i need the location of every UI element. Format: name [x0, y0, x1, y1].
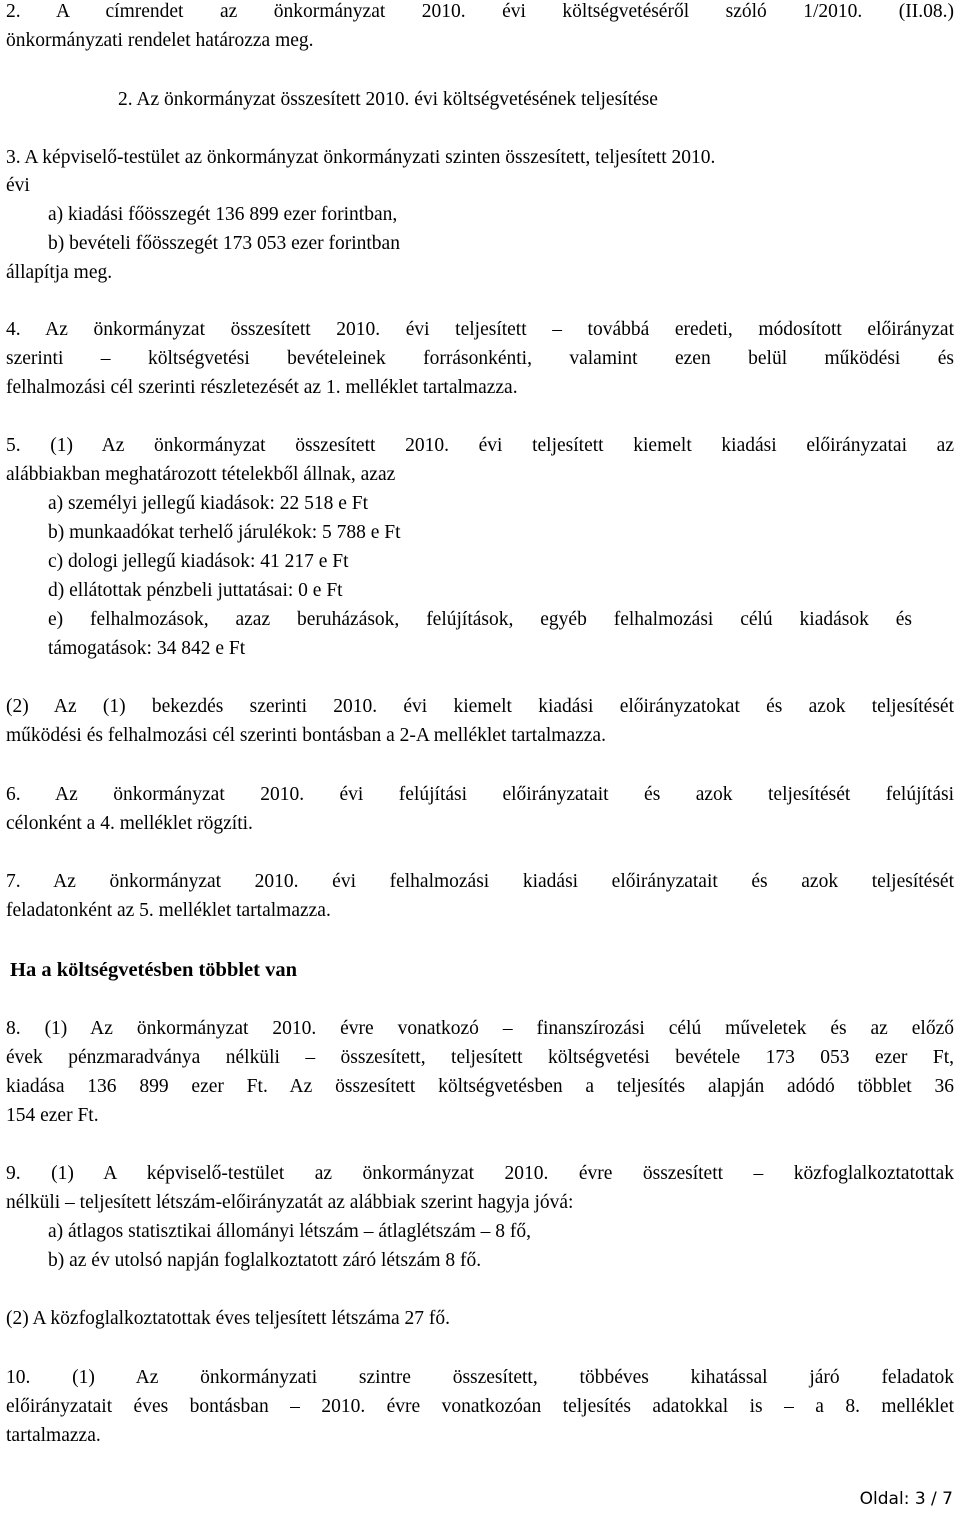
paragraph-5-item-b: b) munkaadókat terhelő járulékok: 5 788 e Ft: [48, 522, 401, 543]
paragraph-8-line-4: 154 ezer Ft.: [6, 1105, 99, 1126]
paragraph-5-item-d: d) ellátottak pénzbeli juttatásai: 0 e Ft: [48, 580, 343, 601]
paragraph-5-2-line-1: (2) Az (1) bekezdés szerinti 2010. évi kiemelt kiadási előirányzatokat és azok teljesítését: [6, 696, 954, 717]
paragraph-10-line-3: tartalmazza.: [6, 1425, 101, 1446]
paragraph-6-line-1: 6. Az önkormányzat 2010. évi felújítási előirányzatait és azok teljesítését felújítási: [6, 784, 954, 805]
paragraph-6-line-2: célonként a 4. melléklet rögzíti.: [6, 813, 253, 834]
section-heading: Ha a költségvetésben többlet van: [10, 959, 297, 981]
paragraph-4-line-3: felhalmozási cél szerinti részletezését az 1. melléklet tartalmazza.: [6, 377, 518, 398]
paragraph-3-line-1: 3. A képviselő-testület az önkormányzat önkormányzati szinten összesített, teljesített 2010.: [6, 147, 716, 168]
paragraph-3-line-end: állapítja meg.: [6, 262, 113, 283]
section-title: 2. Az önkormányzat összesített 2010. évi költségvetésének teljesítése: [118, 89, 658, 110]
paragraph-5-line-1: 5. (1) Az önkormányzat összesített 2010. évi teljesített kiemelt kiadási előirányzatai az: [6, 435, 954, 456]
paragraph-2-line-2: önkormányzati rendelet határozza meg.: [6, 30, 314, 51]
paragraph-9-item-a: a) átlagos statisztikai állományi létszám – átlaglétszám – 8 fő,: [48, 1221, 532, 1242]
paragraph-5-item-c: c) dologi jellegű kiadások: 41 217 e Ft: [48, 551, 349, 572]
paragraph-4-line-2: szerinti – költségvetési bevételeinek forrásonkénti, valamint ezen belül működési és: [6, 348, 954, 369]
paragraph-3-item-b: b) bevételi főösszegét 173 053 ezer forintban: [48, 233, 400, 254]
paragraph-9-2: (2) A közfoglalkoztatottak éves teljesített létszáma 27 fő.: [6, 1308, 451, 1329]
paragraph-5-2-line-2: működési és felhalmozási cél szerinti bontásban a 2-A melléklet tartalmazza.: [6, 725, 606, 746]
paragraph-3-item-a: a) kiadási főösszegét 136 899 ezer forintban,: [48, 204, 398, 225]
paragraph-9-line-1: 9. (1) A képviselő-testület az önkormányzat 2010. évre összesített – közfoglalkoztatottak: [6, 1163, 954, 1184]
paragraph-9-item-b: b) az év utolsó napján foglalkoztatott záró létszám 8 fő.: [48, 1250, 482, 1271]
paragraph-5-item-e: e) felhalmozások, azaz beruházások, felújítások, egyéb felhalmozási célú kiadások és: [48, 609, 912, 630]
paragraph-10-line-1: 10. (1) Az önkormányzati szintre összesített, többéves kihatással járó feladatok: [6, 1367, 954, 1388]
paragraph-10-line-2: előirányzatait éves bontásban – 2010. évre vonatkozóan teljesítés adatokkal is – a 8. melléklet: [6, 1396, 954, 1417]
paragraph-7-line-1: 7. Az önkormányzat 2010. évi felhalmozási kiadási előirányzatait és azok teljesítését: [6, 871, 954, 892]
paragraph-9-line-2: nélküli – teljesített létszám-előirányzatát az alábbiak szerint hagyja jóvá:: [6, 1192, 574, 1213]
paragraph-2-line-1: 2. A címrendet az önkormányzat 2010. évi költségvetéséről szóló 1/2010. (II.08.): [6, 1, 954, 22]
paragraph-8-line-1: 8. (1) Az önkormányzat 2010. évre vonatkozó – finanszírozási célú műveletek és az előző: [6, 1018, 954, 1039]
paragraph-8-line-2: évek pénzmaradványa nélküli – összesített, teljesített költségvetési bevétele 173 053 ezer Ft,: [6, 1047, 954, 1068]
paragraph-4-line-1: 4. Az önkormányzat összesített 2010. évi teljesített – továbbá eredeti, módosított előirányzat: [6, 319, 954, 340]
paragraph-7-line-2: feladatonként az 5. melléklet tartalmazza.: [6, 900, 331, 921]
paragraph-5-line-2: alábbiakban meghatározott tételekből állnak, azaz: [6, 464, 396, 485]
page-number: Oldal: 3 / 7: [859, 1489, 953, 1509]
paragraph-8-line-3: kiadása 136 899 ezer Ft. Az összesített költségvetésben a teljesítés alapján adódó többlet 36: [6, 1076, 954, 1097]
paragraph-3-line-2: évi: [6, 175, 30, 196]
paragraph-5-item-a: a) személyi jellegű kiadások: 22 518 e Ft: [48, 493, 369, 514]
paragraph-5-item-e-cont: támogatások: 34 842 e Ft: [48, 638, 246, 659]
